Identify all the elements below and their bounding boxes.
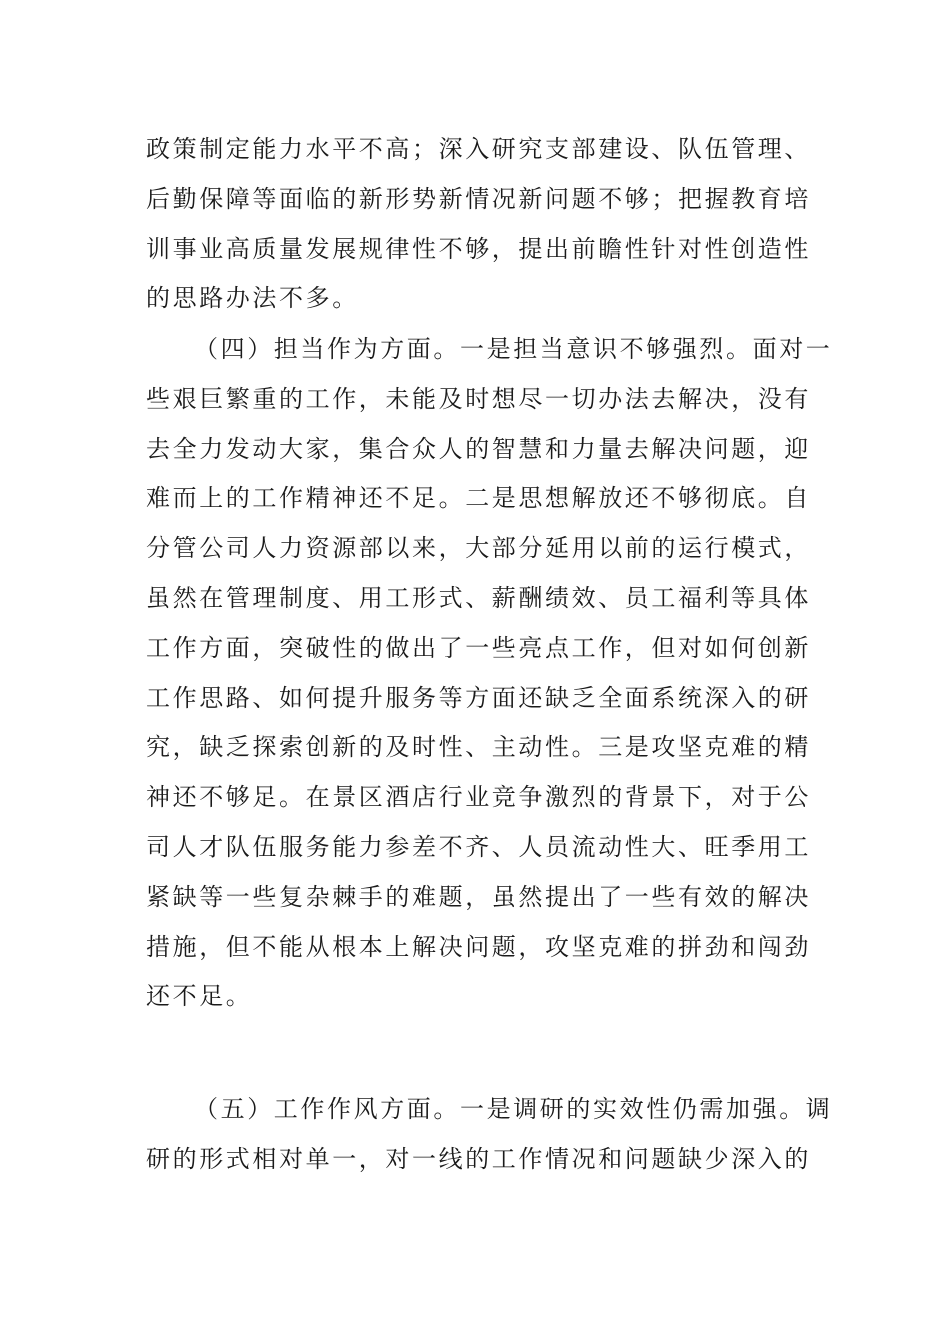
paragraph-section-5: [146, 1085, 833, 1185]
paragraph-line: 虽然在管理制度、用工形式、薪酬绩效、员工福利等具体: [146, 583, 811, 612]
paragraph-line: 分管公司人力资源部以来，大部分延用以前的运行模式，: [146, 534, 811, 563]
paragraph-line: 难而上的工作精神还不足。二是思想解放还不够彻底。自: [146, 484, 811, 513]
paragraph-line: 去全力发动大家，集合众人的智慧和力量去解决问题，迎: [146, 434, 811, 463]
paragraph-section-4: [146, 325, 833, 1022]
paragraph-line: 措施，但不能从根本上解决问题，攻坚克难的拼劲和闯劲: [146, 932, 811, 961]
paragraph-line: 神还不够足。在景区酒店行业竞争激烈的背景下，对于公: [146, 783, 811, 812]
paragraph-line: 政策制定能力水平不高；深入研究支部建设、队伍管理、: [146, 135, 811, 163]
paragraph-heading-line: （五）工作作风方面。一是调研的实效性仍需加强。调: [194, 1095, 833, 1123]
paragraph-line: 后勤保障等面临的新形势新情况新问题不够；把握教育培: [146, 184, 811, 213]
paragraph-line: 工作方面，突破性的做出了一些亮点工作，但对如何创新: [146, 633, 811, 662]
paragraph-heading-line: （四）担当作为方面。一是担当意识不够强烈。面对一: [194, 335, 833, 363]
paragraph-line: 工作思路、如何提升服务等方面还缺乏全面系统深入的研: [146, 683, 811, 712]
paragraph-line: 紧缺等一些复杂棘手的难题，虽然提出了一些有效的解决: [146, 882, 811, 911]
paragraph-line: 的思路办法不多。: [146, 284, 359, 313]
paragraph-line: 司人才队伍服务能力参差不齐、人员流动性大、旺季用工: [146, 832, 811, 861]
paragraph-line: 还不足。: [146, 982, 253, 1011]
paragraph-line: 训事业高质量发展规律性不够，提出前瞻性针对性创造性: [146, 234, 811, 263]
paragraph-line: 究，缺乏探索创新的及时性、主动性。三是攻坚克难的精: [146, 733, 811, 762]
paragraph-line: 些艰巨繁重的工作，未能及时想尽一切办法去解决，没有: [146, 384, 811, 413]
paragraph-1: [146, 125, 811, 324]
paragraph-line: 研的形式相对单一，对一线的工作情况和问题缺少深入的: [146, 1144, 811, 1173]
